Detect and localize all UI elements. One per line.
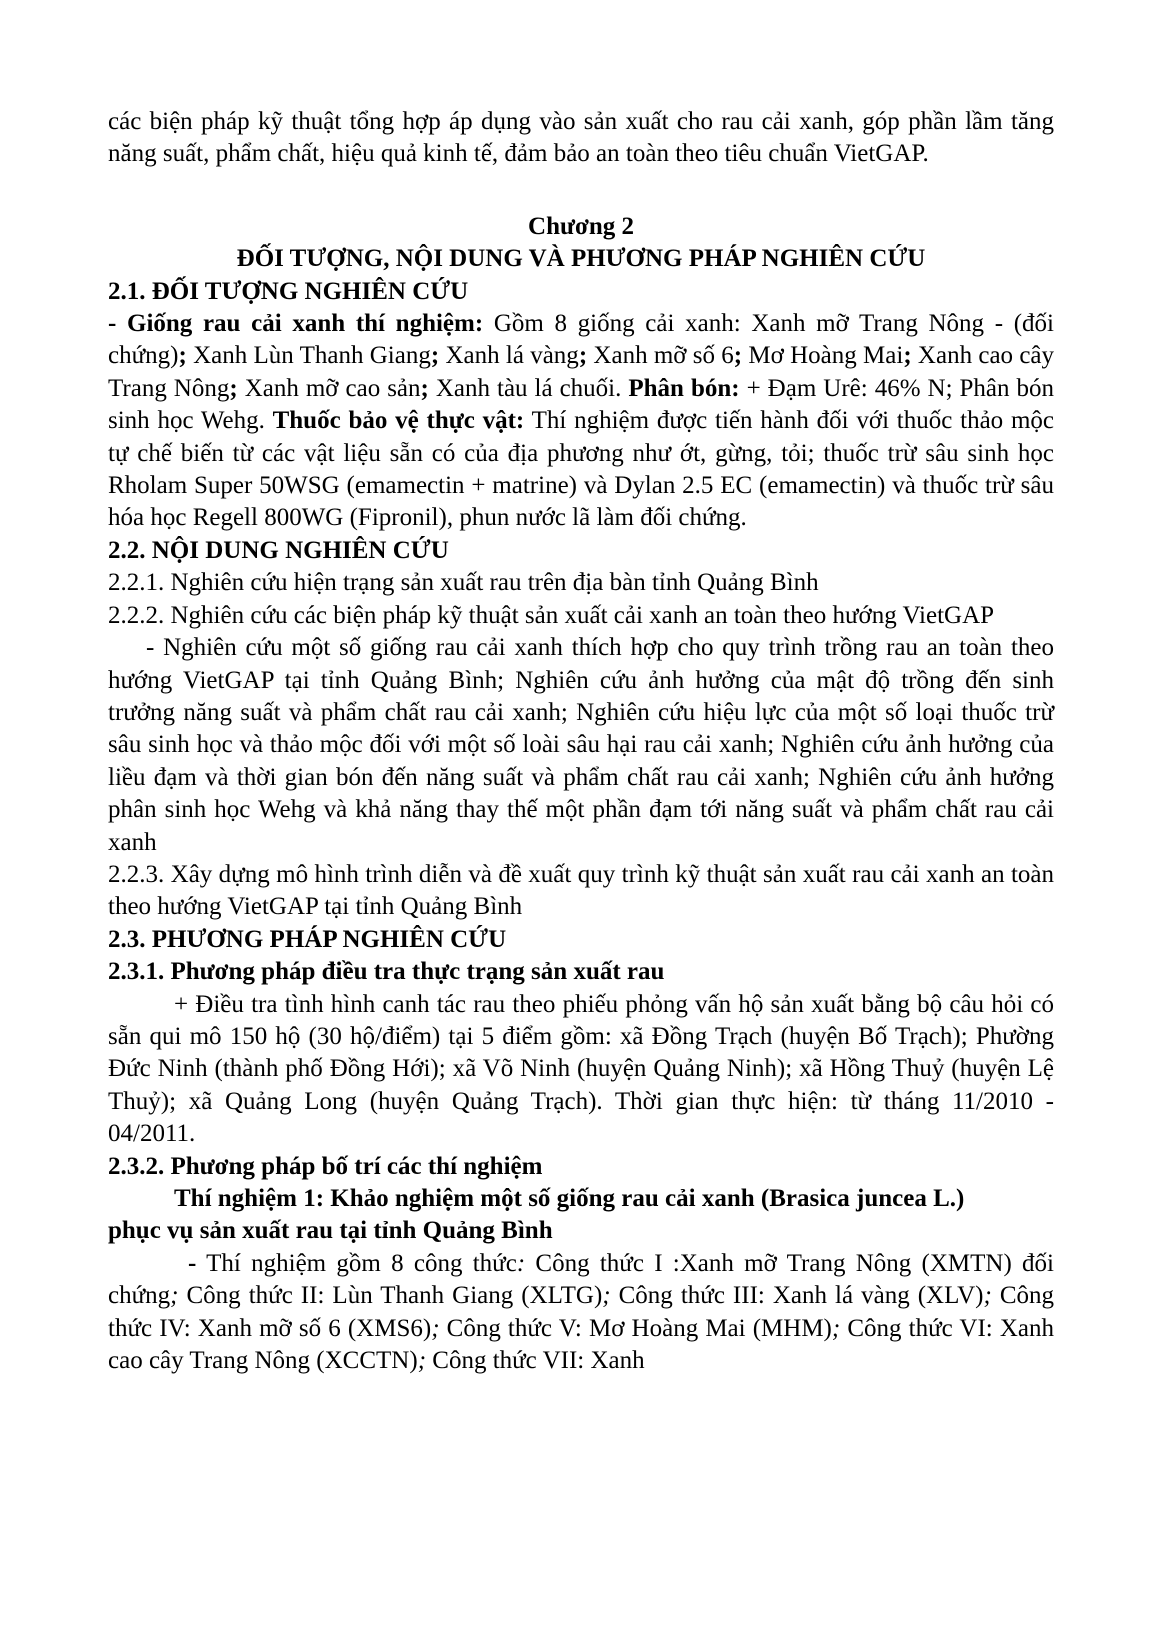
experiment-1-title-cont: phục vụ sản xuất rau tại tỉnh Quảng Bình — [108, 1217, 553, 1245]
section-2-2-heading: 2.2. NỘI DUNG NGHIÊN CỨU — [108, 536, 449, 564]
section-2-2-2-details: - Nghiên cứu một số giống rau cải xanh thích hợp cho quy trình trồng rau an toàn theo hướng VietGAP tại tỉnh Quảng Bình; Nghiên cứu ảnh hưởng của mật độ trồng đến sinh trưởng năng suất và phẩm chất rau cải xanh; Nghiên cứu hiệu lực của một số loại thuốc trừ sâu sinh học và thảo mộc đối với một số loài sâu hại rau cải xanh; Nghiên cứu ảnh hưởng của liều đạm và thời gian bón đến năng suất và phẩm chất rau cải xanh; Nghiên cứu ảnh hưởng phân sinh học Wehg và khả năng thay thế một phần đạm tới năng suất và phẩm chất rau cải xanh — [108, 634, 1054, 856]
section-2-3-1-heading: 2.3.1. Phương pháp điều tra thực trạng sản xuất rau — [108, 958, 665, 986]
section-2-2-3: 2.2.3. Xây dựng mô hình trình diễn và đề xuất quy trình kỹ thuật sản xuất rau cải xanh an toàn theo hướng VietGAP tại tỉnh Quảng Bình — [108, 860, 1054, 921]
pesticide-label: Thuốc bảo vệ thực vật: — [272, 407, 525, 435]
spacer — [108, 171, 1054, 211]
section-2-1-paragraph: - Giống rau cải xanh thí nghiệm: Gồm 8 giống cải xanh: Xanh mỡ Trang Nông - (đối chứng); Xanh Lùn Thanh Giang; Xanh lá vàng; Xanh mỡ số 6; Mơ Hoàng Mai; Xanh cao cây Trang Nông; Xanh mỡ cao sản; Xanh tàu lá chuối. Phân bón: + Đạm Urê: 46% N; Phân bón sinh học Wehg. Thuốc bảo vệ thực vật: Thí nghiệm được tiến hành đối với thuốc thảo mộc tự chế biến từ các vật liệu sẵn có của địa phương như ớt, gừng, tỏi; thuốc trừ sâu sinh học Rholam Super 50WSG (emamectin + matrine) và Dylan 2.5 EC (emamectin) và thuốc trừ sâu hóa học Regell 800WG (Fipronil), phun nước lã làm đối chứng. — [108, 310, 1055, 532]
section-2-3-2-heading: 2.3.2. Phương pháp bố trí các thí nghiệm — [108, 1152, 543, 1180]
fertilizer-label: Phân bón: — [628, 374, 740, 402]
experiment-1-title: Thí nghiệm 1: Khảo nghiệm một số giống rau cải xanh (Brasica juncea L.) — [174, 1185, 965, 1212]
chapter-number: Chương 2 — [528, 212, 634, 240]
section-2-1-heading: 2.1. ĐỐI TƯỢNG NGHIÊN CỨU — [108, 277, 469, 305]
varieties-label: - Giống rau cải xanh thí nghiệm: — [108, 310, 484, 338]
section-2-3-heading: 2.3. PHƯƠNG PHÁP NGHIÊN CỨU — [108, 925, 507, 953]
chapter-title: ĐỐI TƯỢNG, NỘI DUNG VÀ PHƯƠNG PHÁP NGHIÊN CỨU — [236, 245, 926, 273]
survey-paragraph: + Điều tra tình hình canh tác rau theo phiếu phỏng vấn hộ sản xuất bằng bộ câu hỏi có sẵn qui mô 150 hộ (30 hộ/điểm) tại 5 điểm gồm: xã Đồng Trạch (huyện Bố Trạch); Phường Đức Ninh (thành phố Đồng Hới); xã Võ Ninh (huyện Quảng Ninh); xã Hồng Thuỷ (huyện Lệ Thuỷ); xã Quảng Long (huyện Quảng Trạch). Thời gian thực hiện: từ tháng 11/2010 - 04/2011. — [108, 990, 1054, 1148]
experiment-1-paragraph: - Thí nghiệm gồm 8 công thức: Công thức I :Xanh mỡ Trang Nông (XMTN) đối chứng; Công thức II: Lùn Thanh Giang (XLTG); Công thức III: Xanh lá vàng (XLV); Công thức IV: Xanh mỡ số 6 (XMS6); Công thức V: Mơ Hoàng Mai (MHM); Công thức VI: Xanh cao cây Trang Nông (XCCTN); Công thức VII: Xanh — [108, 1249, 1054, 1375]
intro-paragraph: các biện pháp kỹ thuật tổng hợp áp dụng vào sản xuất cho rau cải xanh, góp phần lầm tăng năng suất, phẩm chất, hiệu quả kinh tế, đảm bảo an toàn theo tiêu chuẩn VietGAP. — [108, 108, 1054, 168]
document-page — [108, 106, 1054, 1377]
section-2-2-1: 2.2.1. Nghiên cứu hiện trạng sản xuất rau trên địa bàn tỉnh Quảng Bình — [108, 569, 819, 597]
section-2-2-2: 2.2.2. Nghiên cứu các biện pháp kỹ thuật sản xuất cải xanh an toàn theo hướng VietGAP — [108, 601, 995, 629]
